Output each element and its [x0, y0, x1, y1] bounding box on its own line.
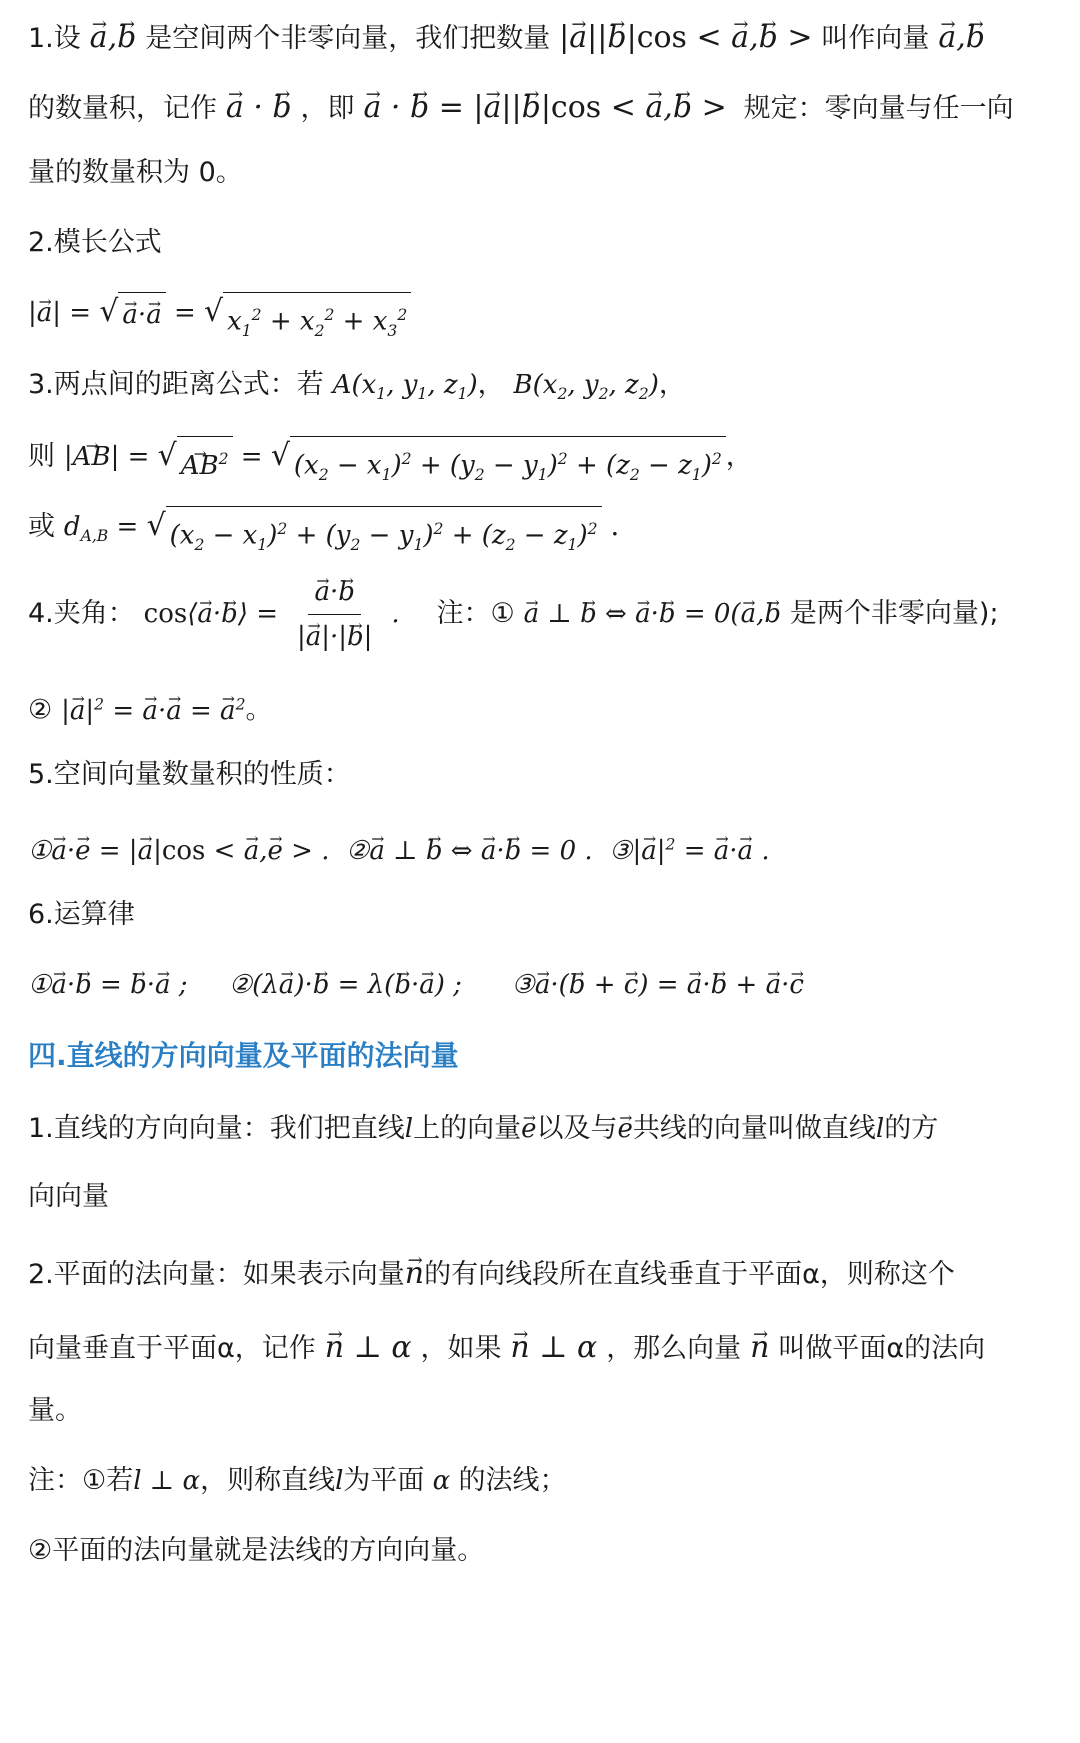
text: 或: [28, 511, 55, 542]
sec4-p2-line3: [28, 1390, 1060, 1431]
text: 的数量积，记作: [28, 93, 217, 124]
sec4-p2-line1: 2.平面的法向量：如果表示向量→ n的有向线段所在直线垂直于平面α，则称这个: [28, 1254, 1060, 1295]
text: 的有向线段所在直线垂直于平面α，则称这个: [424, 1259, 955, 1290]
sec4-note1: 注：①若l ⊥ α，则称直线l为平面 α 的法线；: [28, 1465, 567, 1496]
text: 量的数量积为 0。: [28, 157, 243, 188]
s6-laws: ①→ a·→ b = → b·→ a ; ②(λ→ a)·→ b = λ(→ b·→ a) ; ③→ a·(→ b + → c) = → a·→ b + → a·→ c: [28, 964, 1060, 1005]
s2-title: [28, 222, 1060, 263]
text: 3.两点间的距离公式：若: [28, 369, 324, 400]
s1-line2: 的数量积，记作 → a · → b ，即 → a · → b = |→ a||→ b|cos < → a,→ b > 规定：零向量与任一向: [28, 88, 1060, 129]
text: 向向量: [28, 1181, 109, 1212]
s3-then: 则 |→ AB| = √ → $AB^2$ = √ $(x_2 - x_1)^2 + (y_2 - y_1)^2 + (z_2 - z_1)^2$ ，: [28, 436, 1060, 495]
section-heading: [28, 1036, 1060, 1076]
s3-title: 3.两点间的距离公式：若 $A(x_1$, $y_1$, $z_1$)， $B(x_2$, $y_2$, $z_2$)，: [28, 369, 686, 404]
text: ②: [28, 694, 53, 726]
text: 2.平面的法向量：如果表示向量: [28, 1259, 405, 1290]
text: 1.设: [28, 23, 81, 54]
s1-line3: [28, 152, 1060, 193]
text: ，即: [300, 93, 355, 124]
text: 叫做平面α的法向: [778, 1333, 986, 1364]
sec4-p1-line1: 1.直线的方向向量：我们把直线l上的向量→ e以及与→ e共线的向量叫做直线l的方: [28, 1108, 1060, 1149]
s2-formula: |→ a| = √ → a·→ a = √ $x_1^2 + x_2^2 + x_3^2$: [28, 292, 1060, 351]
heading-text: 四.直线的方向向量及平面的法向量: [28, 1039, 459, 1072]
text: ，如果: [420, 1333, 502, 1364]
s4-item2: ② |→ $a|^2$ = → a·→ a = → $a^2$。: [28, 684, 1060, 731]
text: 注：①: [436, 598, 515, 629]
text: 4.夹角：: [28, 598, 135, 629]
text: 是两个非零向量);: [789, 598, 999, 629]
text: 注：①若: [28, 1465, 134, 1496]
text: 的法线；: [458, 1465, 567, 1496]
text: 上的向量: [413, 1113, 522, 1144]
s5-title: [28, 754, 1060, 795]
text: 是空间两个非零向量，我们把数量: [145, 23, 551, 54]
text: 规定：零向量与任一向: [743, 93, 1014, 124]
s1-line1: 1.设 → a,→ b 是空间两个非零向量，我们把数量 |→ a||→ b|cos < → a,→ b > 叫作向量 → a,→ b: [28, 18, 1060, 59]
text: 以及与: [536, 1113, 618, 1144]
sec4-note2: [28, 1530, 1060, 1571]
text: 则: [28, 441, 55, 472]
text: ，那么向量: [606, 1333, 742, 1364]
s3-or: 或 $d_{A,B}$ = √ $(x_2 - x_1)^2 + (y_2 - y_1)^2 + (z_2 - z_1)^2$ .: [28, 506, 1060, 565]
text: 向量垂直于平面α，记作: [28, 1333, 316, 1364]
text: 的方: [884, 1113, 939, 1144]
s4-angle: 4.夹角： cos⟨→ a·→ b⟩ = → $\frac{a\cdot\to b}{|\to a|\cdot|\to b|}$ . 注：① → a ⊥ → b ⇔ → a·→ b = 0(→ a,→ b 是两个非零向量);: [28, 568, 1060, 659]
sec4-p2-line2: 向量垂直于平面α，记作 → n ⊥ α ，如果 → n ⊥ α ，那么向量 → n 叫做平面α的法向: [28, 1328, 1060, 1369]
text: 为平面: [343, 1465, 425, 1496]
text: 量。: [28, 1395, 82, 1426]
text: 共线的向量叫做直线: [632, 1113, 876, 1144]
text: 5.空间向量数量积的性质：: [28, 759, 351, 790]
s5-props: ①→ a·→ e = |→ a|cos < → a,→ e > . ②→ a ⊥ → b ⇔ → a·→ b = 0 . ③|→ $a|^2$ = → a·→ a .: [28, 824, 1060, 871]
text: ，则称直线: [200, 1465, 336, 1496]
text: 2.模长公式: [28, 227, 162, 258]
sec4-p1-line2: [28, 1176, 1060, 1217]
s6-title: [28, 894, 1060, 935]
text: 6.运算律: [28, 899, 135, 930]
text: 1.直线的方向向量：我们把直线: [28, 1113, 405, 1144]
text: 叫作向量: [821, 23, 930, 54]
text: ②平面的法向量就是法线的方向向量。: [28, 1535, 485, 1566]
